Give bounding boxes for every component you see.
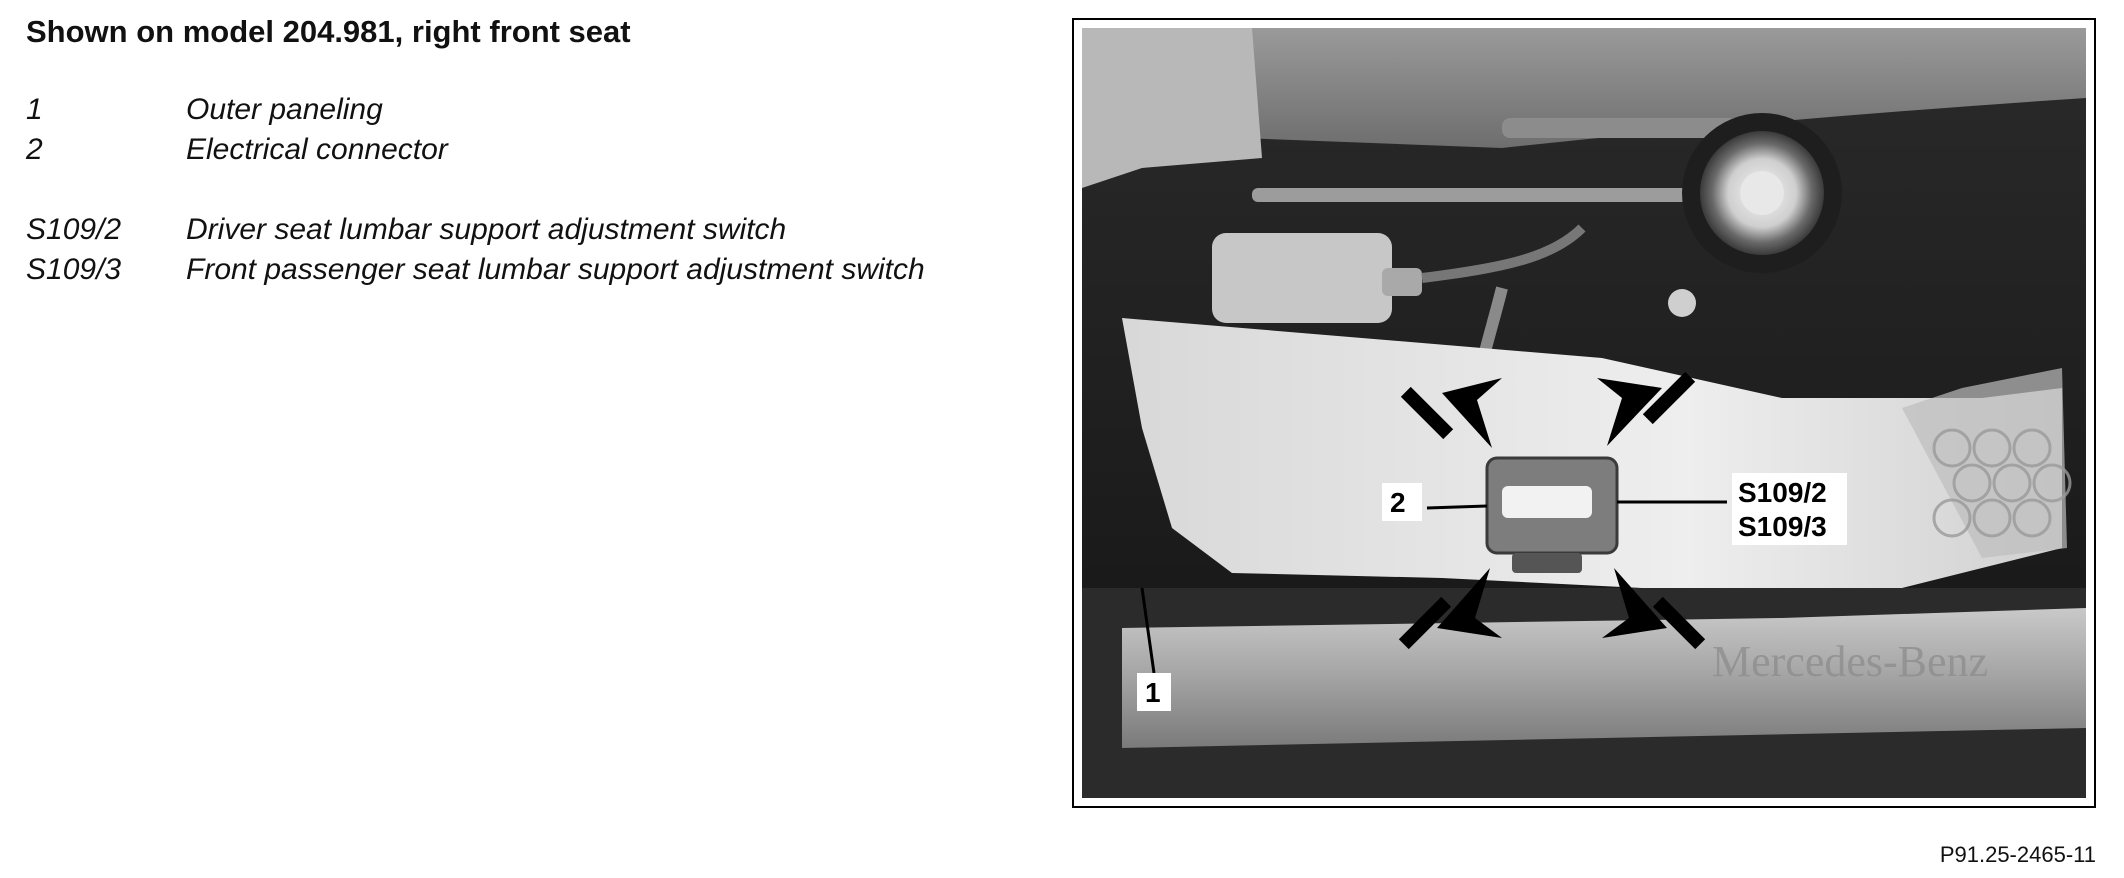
legend-code: 1	[26, 93, 43, 126]
page-title: Shown on model 204.981, right front seat	[26, 14, 631, 49]
figure-frame	[1072, 18, 2096, 808]
legend-description: Electrical connector	[186, 133, 448, 166]
adjuster-hub	[1740, 171, 1784, 215]
legend-item	[26, 90, 986, 130]
switch-button	[1502, 486, 1592, 518]
legend	[26, 90, 986, 290]
legend-code: 2	[26, 133, 43, 166]
sill-lettering: Mercedes-Benz	[1712, 637, 1989, 686]
legend-item	[26, 130, 986, 170]
legend-description: Front passenger seat lumbar support adjustment switch	[186, 253, 925, 286]
legend-item	[26, 250, 986, 290]
callout-1: 1	[1145, 677, 1161, 708]
legend-code: S109/3	[26, 253, 122, 286]
callout-2: 2	[1390, 487, 1406, 518]
callout-s109-2: S109/2	[1738, 477, 1827, 508]
bolt	[1668, 289, 1696, 317]
legend-item	[26, 210, 986, 250]
leader-line	[1427, 506, 1487, 508]
callout-s109-3: S109/3	[1738, 511, 1827, 542]
switch-base	[1512, 553, 1582, 573]
photo-illustration	[1082, 28, 2086, 798]
legend-description: Outer paneling	[186, 93, 383, 126]
legend-code: S109/2	[26, 213, 122, 246]
legend-spacer	[26, 170, 986, 210]
motor-shaft	[1382, 268, 1422, 296]
legend-description: Driver seat lumbar support adjustment switch	[186, 213, 787, 246]
seat-motor	[1212, 233, 1392, 323]
figure-id: P91.25-2465-11	[1939, 842, 2096, 867]
seat-photo	[1082, 28, 2086, 798]
